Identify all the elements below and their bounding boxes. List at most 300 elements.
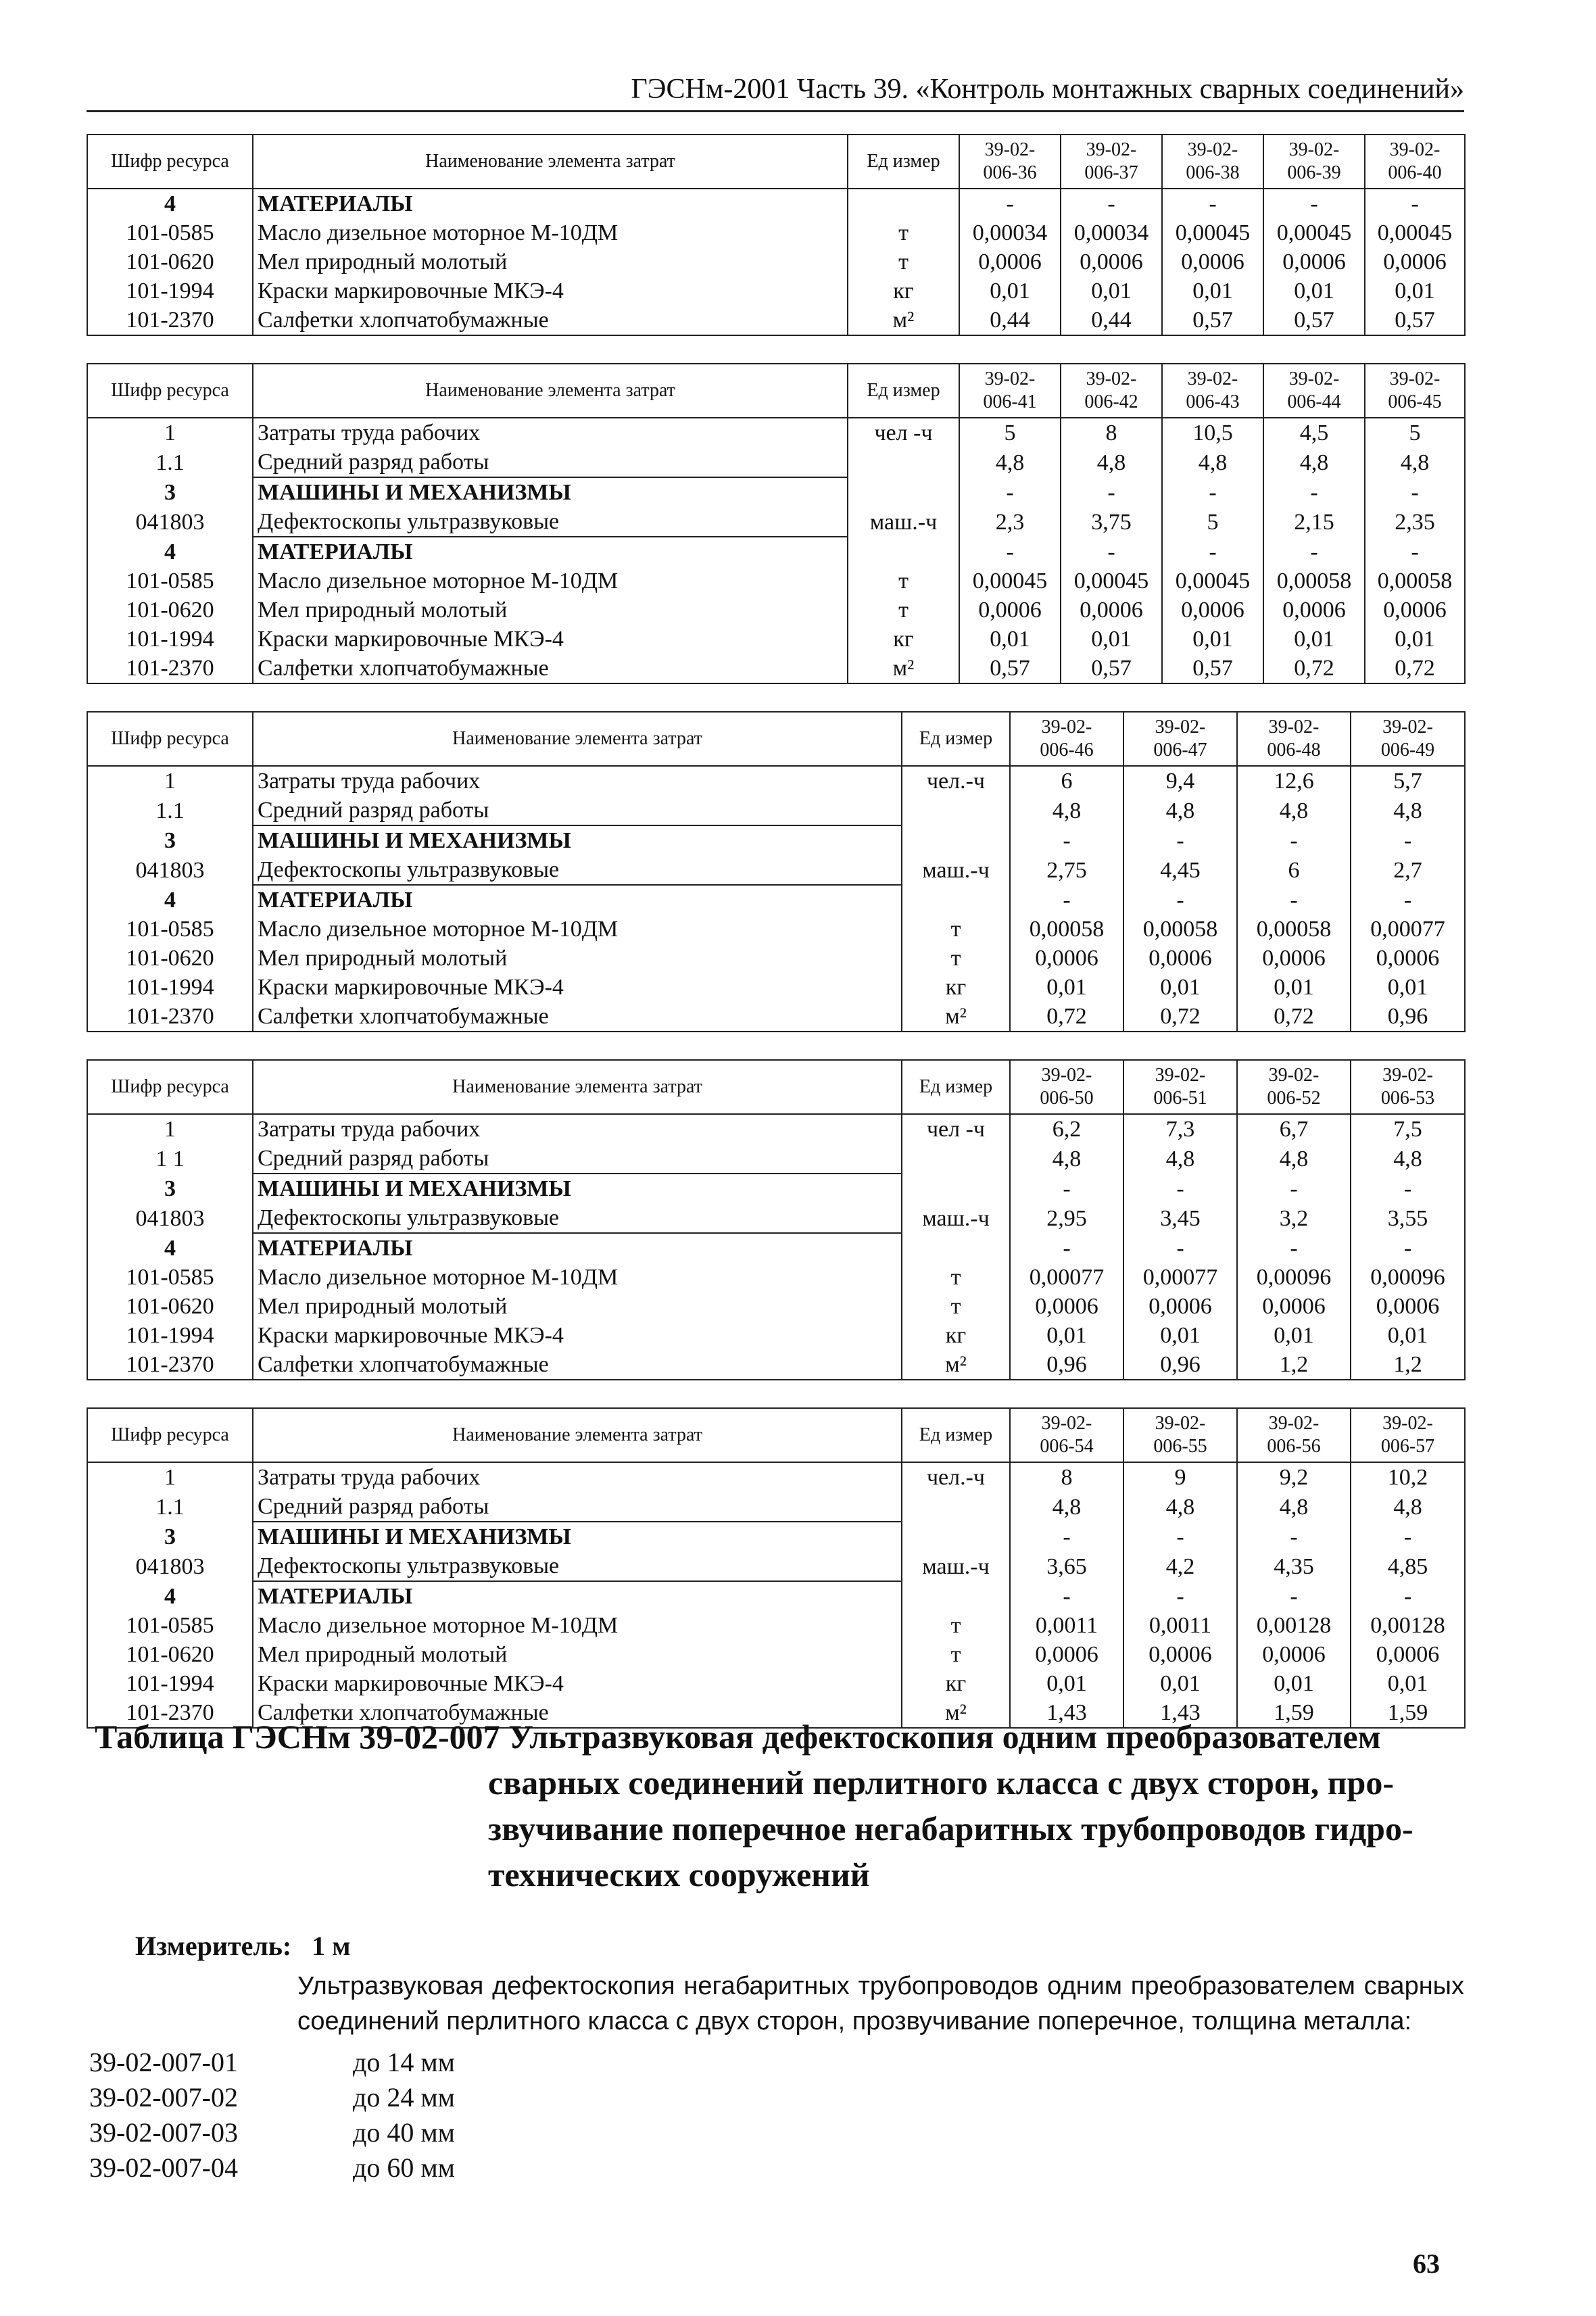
cell-value: 0,01 [1123, 1321, 1237, 1350]
norm-code-part2: 006-56 [1267, 1436, 1321, 1457]
header-unit: Ед измер [848, 364, 959, 418]
norm-code-part1: 39-02- [1268, 1413, 1320, 1434]
cell-value: 0,72 [1010, 1002, 1123, 1032]
cell-value: 3,45 [1123, 1203, 1237, 1233]
header-code: Шифр ресурса [87, 1060, 253, 1114]
norm-code-part1: 39-02- [1155, 1065, 1206, 1086]
cell-value: 0,0006 [1365, 247, 1465, 276]
norm-code-part2: 006-48 [1267, 740, 1321, 761]
cell-value: 2,7 [1351, 855, 1465, 885]
cell-code: 101-2370 [87, 1698, 253, 1728]
norm-code-part1: 39-02- [1382, 1065, 1433, 1086]
measurer [135, 1930, 350, 1962]
table-row [87, 1462, 1465, 1492]
header-unit: Ед измер [902, 1408, 1010, 1462]
norm-code-part2: 006-41 [983, 391, 1037, 412]
cell-value: 4,8 [1123, 796, 1237, 825]
header-norm-code [1010, 1060, 1123, 1114]
cell-code: 4 [87, 1233, 253, 1263]
cell-code: 4 [87, 885, 253, 915]
header-norm-code [1010, 712, 1123, 766]
cell-name: Краски маркировочные МКЭ-4 [253, 1321, 902, 1350]
cell-value: 0,96 [1351, 1002, 1465, 1032]
cell-unit: маш.-ч [848, 507, 959, 537]
cell-name: Масло дизельное моторное М-10ДМ [253, 566, 848, 596]
cell-value: 0,57 [1365, 306, 1465, 335]
cell-code: 101-2370 [87, 654, 253, 683]
cell-value: - [1263, 537, 1365, 566]
cell-name: Средний разряд работы [253, 1492, 902, 1522]
table-row [87, 507, 1465, 537]
table-row [87, 306, 1465, 335]
table-row [87, 247, 1465, 276]
cell-value: 0,00058 [1237, 915, 1351, 944]
cell-unit [848, 477, 959, 507]
cell-value: - [1351, 825, 1465, 855]
cell-value: 0,01 [1162, 625, 1263, 654]
cell-unit: маш.-ч [902, 855, 1010, 885]
resource-table [87, 1059, 1466, 1380]
table-row [87, 766, 1465, 796]
cell-value: 0,00077 [1351, 915, 1465, 944]
norm-code-part1: 39-02- [1155, 1413, 1206, 1434]
cell-value: 0,57 [1061, 654, 1162, 683]
cell-name: Салфетки хлопчатобумажные [253, 1698, 902, 1728]
header-norm-code [1123, 1060, 1237, 1114]
cell-name: Мел природный молотый [253, 944, 902, 973]
norm-code-part2: 006-43 [1186, 391, 1240, 412]
table-row [87, 1292, 1465, 1321]
cell-unit: т [902, 915, 1010, 944]
cell-value: - [1162, 537, 1263, 566]
cell-unit [902, 1233, 1010, 1263]
cell-value: 6,7 [1237, 1114, 1351, 1144]
cell-value: 0,00058 [1010, 915, 1123, 944]
norm-code-part2: 006-47 [1153, 740, 1207, 761]
cell-code: 4 [87, 189, 253, 218]
cell-value: 3,55 [1351, 1203, 1465, 1233]
cell-value: 0,0006 [1351, 1640, 1465, 1669]
cell-unit [848, 189, 959, 218]
cell-value: 4,35 [1237, 1551, 1351, 1581]
cell-value: 0,72 [1237, 1002, 1351, 1032]
cell-value: 8 [1010, 1462, 1123, 1492]
cell-name: Мел природный молотый [253, 596, 848, 625]
cell-value: 4,8 [1351, 796, 1465, 825]
table-row [87, 855, 1465, 885]
cell-value: 5 [1365, 418, 1465, 448]
cell-value: 12,6 [1237, 766, 1351, 796]
cell-value: 0,00077 [1010, 1263, 1123, 1292]
norm-code-part2: 006-53 [1380, 1088, 1435, 1109]
cell-value: 3,2 [1237, 1203, 1351, 1233]
cell-value: 9 [1123, 1462, 1237, 1492]
cell-value: 2,95 [1010, 1203, 1123, 1233]
cell-value: 0,0006 [1351, 1292, 1465, 1321]
cell-unit: маш.-ч [902, 1551, 1010, 1581]
table-title-line3: звучивание поперечное негабаритных трубопроводов гидро- [488, 1810, 1413, 1848]
cell-unit: т [902, 1263, 1010, 1292]
cell-value: 0,0006 [959, 596, 1061, 625]
cell-value: 0,44 [1061, 306, 1162, 335]
cell-name: Средний разряд работы [253, 796, 902, 825]
table-row [87, 1640, 1465, 1669]
cell-value: 0,00045 [959, 566, 1061, 596]
variant-text: до 24 мм [353, 2082, 455, 2113]
norm-code-part2: 006-49 [1380, 740, 1435, 761]
cell-name: МАТЕРИАЛЫ [253, 189, 848, 218]
cell-value: 0,01 [1351, 973, 1465, 1002]
cell-value: 0,0006 [1061, 596, 1162, 625]
cell-unit: кг [902, 973, 1010, 1002]
cell-name: Краски маркировочные МКЭ-4 [253, 625, 848, 654]
cell-value: - [1365, 189, 1465, 218]
cell-unit: м² [902, 1350, 1010, 1380]
cell-value: - [1263, 477, 1365, 507]
cell-value: 2,3 [959, 507, 1061, 537]
variant-text: до 14 мм [353, 2047, 455, 2077]
cell-value: 0,00045 [1162, 218, 1263, 247]
cell-value: 0,01 [959, 276, 1061, 306]
cell-value: - [959, 189, 1061, 218]
cell-name: МАТЕРИАЛЫ [253, 537, 848, 566]
cell-unit: т [902, 944, 1010, 973]
cell-value: 1,2 [1351, 1350, 1465, 1380]
cell-name: Краски маркировочные МКЭ-4 [253, 973, 902, 1002]
cell-code: 041803 [87, 855, 253, 885]
cell-code: 101-0585 [87, 1611, 253, 1640]
cell-value: - [1237, 825, 1351, 855]
table-title-line4: технических сооружений [488, 1856, 870, 1893]
cell-value: 0,0006 [1237, 944, 1351, 973]
norm-code-part1: 39-02- [1288, 139, 1340, 160]
norm-code-part1: 39-02- [1041, 717, 1092, 738]
cell-value: 2,75 [1010, 855, 1123, 885]
cell-value: 0,0006 [1010, 1292, 1123, 1321]
cell-name: Краски маркировочные МКЭ-4 [253, 276, 848, 306]
cell-value: - [1010, 825, 1123, 855]
table-row [87, 796, 1465, 825]
norm-code-part1: 39-02- [1187, 139, 1238, 160]
cell-value: - [1351, 1581, 1465, 1611]
cell-name: Масло дизельное моторное М-10ДМ [253, 1263, 902, 1292]
cell-value: 0,00034 [1061, 218, 1162, 247]
header-code: Шифр ресурса [87, 1408, 253, 1462]
cell-value: - [1351, 1233, 1465, 1263]
cell-unit: кг [848, 625, 959, 654]
cell-value: - [1123, 1174, 1237, 1203]
cell-value: 4,8 [1365, 448, 1465, 477]
cell-value: 4,8 [1010, 796, 1123, 825]
cell-value: - [1351, 885, 1465, 915]
work-description [297, 1969, 1464, 2039]
header-norm-code [1351, 712, 1465, 766]
cell-code: 1 [87, 1114, 253, 1144]
table-row [87, 1669, 1465, 1698]
cell-value: 0,0006 [1162, 247, 1263, 276]
cell-name: Средний разряд работы [253, 448, 848, 477]
cell-value: 0,0006 [959, 247, 1061, 276]
cell-value: - [1351, 1174, 1465, 1203]
header-code: Шифр ресурса [87, 135, 253, 189]
resource-table [87, 711, 1466, 1032]
variant-item [89, 2115, 630, 2150]
cell-name: МАТЕРИАЛЫ [253, 885, 902, 915]
cell-name: Дефектоскопы ультразвуковые [253, 507, 848, 537]
table-row [87, 1002, 1465, 1032]
cell-value: 0,72 [1365, 654, 1465, 683]
cell-value: 0,01 [1237, 1669, 1351, 1698]
cell-unit: маш.-ч [902, 1203, 1010, 1233]
header-name: Наименование элемента затрат [253, 135, 848, 189]
cell-value: - [1010, 1581, 1123, 1611]
cell-name: Масло дизельное моторное М-10ДМ [253, 218, 848, 247]
cell-value: - [1010, 1522, 1123, 1551]
cell-value: 0,00096 [1237, 1263, 1351, 1292]
resource-tables [87, 134, 1464, 1756]
norm-code-part2: 006-55 [1153, 1436, 1207, 1457]
cell-value: - [1162, 477, 1263, 507]
cell-code: 101-0620 [87, 944, 253, 973]
cell-code: 4 [87, 1581, 253, 1611]
cell-value: 0,0006 [1263, 247, 1365, 276]
cell-unit: м² [848, 306, 959, 335]
cell-value: 4,8 [1237, 796, 1351, 825]
cell-value: 0,01 [1123, 973, 1237, 1002]
resource-table [87, 363, 1466, 684]
cell-value: - [1237, 1233, 1351, 1263]
norm-code-part1: 39-02- [1155, 717, 1206, 738]
norm-code-part1: 39-02- [1187, 368, 1238, 389]
cell-name: Мел природный молотый [253, 1292, 902, 1321]
table-title-line2: сварных соединений перлитного класса с двух сторон, про- [488, 1764, 1394, 1802]
cell-value: 4,8 [1351, 1492, 1465, 1522]
cell-value: 4,8 [1123, 1492, 1237, 1522]
table-row [87, 448, 1465, 477]
cell-name: Затраты труда рабочих [253, 1114, 902, 1144]
norm-code-part1: 39-02- [1382, 717, 1433, 738]
cell-value: 0,0006 [1237, 1640, 1351, 1669]
cell-code: 101-1994 [87, 1321, 253, 1350]
cell-name: Салфетки хлопчатобумажные [253, 654, 848, 683]
header-name: Наименование элемента затрат [253, 712, 902, 766]
cell-value: 5,7 [1351, 766, 1465, 796]
table-row [87, 1114, 1465, 1144]
cell-value: 0,00045 [1263, 218, 1365, 247]
cell-value: 0,00128 [1237, 1611, 1351, 1640]
running-header: ГЭСНм-2001 Часть 39. «Контроль монтажных сварных соединений» [631, 74, 1464, 105]
cell-value: 0,72 [1263, 654, 1365, 683]
cell-value: 0,0006 [1061, 247, 1162, 276]
cell-value: 0,01 [1061, 625, 1162, 654]
cell-value: 0,0006 [1010, 944, 1123, 973]
cell-name: Мел природный молотый [253, 247, 848, 276]
norm-code-part1: 39-02- [1041, 1065, 1092, 1086]
cell-code: 101-0620 [87, 1640, 253, 1669]
header-name: Наименование элемента затрат [253, 364, 848, 418]
cell-value: 0,57 [1162, 306, 1263, 335]
cell-name: МАТЕРИАЛЫ [253, 1581, 902, 1611]
cell-value: 0,00034 [959, 218, 1061, 247]
cell-unit [902, 796, 1010, 825]
table-row [87, 1350, 1465, 1380]
table-row [87, 537, 1465, 566]
table-row [87, 1321, 1465, 1350]
resource-table [87, 134, 1466, 336]
cell-code: 041803 [87, 1551, 253, 1581]
cell-value: 0,01 [1365, 625, 1465, 654]
variant-text: до 60 мм [353, 2152, 455, 2183]
header-norm-code [959, 135, 1061, 189]
header-norm-code [1237, 1408, 1351, 1462]
header-norm-code [1365, 135, 1465, 189]
norm-code-part2: 006-51 [1153, 1088, 1207, 1109]
norm-code-part2: 006-36 [983, 162, 1037, 183]
header-name: Наименование элемента затрат [253, 1060, 902, 1114]
cell-value: 4,5 [1263, 418, 1365, 448]
cell-value: 4,8 [1061, 448, 1162, 477]
variant-item [89, 2080, 630, 2115]
cell-value: - [1263, 189, 1365, 218]
cell-code: 101-0585 [87, 566, 253, 596]
cell-value: 0,96 [1123, 1350, 1237, 1380]
cell-name: Дефектоскопы ультразвуковые [253, 1203, 902, 1233]
header-norm-code [1162, 135, 1263, 189]
cell-value: - [1351, 1522, 1465, 1551]
measurer-unit: 1 м [312, 1931, 351, 1961]
table-row [87, 596, 1465, 625]
cell-value: 1,43 [1010, 1698, 1123, 1728]
cell-value: 0,00128 [1351, 1611, 1465, 1640]
cell-value: - [1061, 189, 1162, 218]
norm-code-part1: 39-02- [1389, 368, 1441, 389]
cell-value: 0,01 [1263, 625, 1365, 654]
cell-code: 1 1 [87, 1144, 253, 1174]
cell-value: 0,0006 [1237, 1292, 1351, 1321]
cell-code: 101-1994 [87, 276, 253, 306]
cell-code: 101-0620 [87, 247, 253, 276]
norm-code-part2: 006-40 [1388, 162, 1442, 183]
cell-code: 1.1 [87, 448, 253, 477]
header-norm-code [1237, 712, 1351, 766]
cell-value: 4,8 [1263, 448, 1365, 477]
cell-unit [902, 885, 1010, 915]
cell-value: - [1365, 537, 1465, 566]
cell-unit: чел.-ч [902, 766, 1010, 796]
cell-value: 8 [1061, 418, 1162, 448]
cell-value: 0,01 [1237, 1321, 1351, 1350]
cell-name: Затраты труда рабочих [253, 766, 902, 796]
header-norm-code [1123, 712, 1237, 766]
table-row [87, 654, 1465, 683]
cell-code: 101-0585 [87, 915, 253, 944]
norm-code-part1: 39-02- [1288, 368, 1340, 389]
table-row [87, 944, 1465, 973]
cell-value: 4,8 [1123, 1144, 1237, 1174]
cell-unit [902, 1174, 1010, 1203]
cell-value: 10,2 [1351, 1462, 1465, 1492]
norm-code-part2: 006-57 [1380, 1436, 1435, 1457]
norm-code-part1: 39-02- [1382, 1413, 1433, 1434]
norm-code-part1: 39-02- [984, 368, 1036, 389]
cell-unit: кг [848, 276, 959, 306]
cell-name: Мел природный молотый [253, 1640, 902, 1669]
cell-value: 1,2 [1237, 1350, 1351, 1380]
cell-code: 101-2370 [87, 1002, 253, 1032]
cell-value: 0,00077 [1123, 1263, 1237, 1292]
cell-unit: чел.-ч [902, 1462, 1010, 1492]
cell-unit: т [848, 596, 959, 625]
header-norm-code [1263, 135, 1365, 189]
cell-code: 1.1 [87, 1492, 253, 1522]
table-row [87, 1144, 1465, 1174]
cell-name: Затраты труда рабочих [253, 1462, 902, 1492]
cell-unit [848, 537, 959, 566]
norm-code-part2: 006-54 [1040, 1436, 1094, 1457]
cell-value: 9,4 [1123, 766, 1237, 796]
cell-value: - [1162, 189, 1263, 218]
cell-value: 3,65 [1010, 1551, 1123, 1581]
cell-value: - [1123, 1233, 1237, 1263]
cell-value: 0,01 [1365, 276, 1465, 306]
cell-value: 0,00045 [1061, 566, 1162, 596]
cell-value: 0,0006 [1263, 596, 1365, 625]
cell-unit [902, 1144, 1010, 1174]
header-code: Шифр ресурса [87, 364, 253, 418]
table-row [87, 566, 1465, 596]
cell-unit: т [848, 566, 959, 596]
header-norm-code [1351, 1408, 1465, 1462]
table-row [87, 1203, 1465, 1233]
cell-value: 0,01 [1010, 1669, 1123, 1698]
cell-name: Масло дизельное моторное М-10ДМ [253, 915, 902, 944]
cell-value: 0,96 [1010, 1350, 1123, 1380]
cell-code: 101-1994 [87, 973, 253, 1002]
cell-value: - [1123, 825, 1237, 855]
cell-code: 041803 [87, 1203, 253, 1233]
cell-name: Салфетки хлопчатобумажные [253, 1350, 902, 1380]
header-norm-code [1162, 364, 1263, 418]
cell-name: МАШИНЫ И МЕХАНИЗМЫ [253, 1174, 902, 1203]
cell-value: 0,01 [1263, 276, 1365, 306]
cell-value: 0,0006 [1123, 1292, 1237, 1321]
table-row [87, 1581, 1465, 1611]
cell-value: 0,00045 [1365, 218, 1465, 247]
norm-code-part1: 39-02- [1389, 139, 1441, 160]
cell-code: 1 [87, 418, 253, 448]
cell-value: 10,5 [1162, 418, 1263, 448]
cell-value: 4,8 [959, 448, 1061, 477]
cell-value: 4,8 [1237, 1492, 1351, 1522]
cell-name: Средний разряд работы [253, 1144, 902, 1174]
cell-code: 101-0585 [87, 218, 253, 247]
cell-value: - [1123, 1581, 1237, 1611]
cell-code: 4 [87, 537, 253, 566]
norm-code-part2: 006-46 [1040, 740, 1094, 761]
cell-value: - [1010, 1233, 1123, 1263]
cell-name: Затраты труда рабочих [253, 418, 848, 448]
table-row [87, 885, 1465, 915]
cell-value: - [1061, 537, 1162, 566]
cell-name: Салфетки хлопчатобумажные [253, 1002, 902, 1032]
norm-code-part2: 006-45 [1388, 391, 1442, 412]
cell-value: 0,01 [1123, 1669, 1237, 1698]
cell-name: МАТЕРИАЛЫ [253, 1233, 902, 1263]
header-norm-code [1061, 364, 1162, 418]
cell-value: 0,0006 [1010, 1640, 1123, 1669]
cell-value: 0,00058 [1263, 566, 1365, 596]
cell-value: 2,15 [1263, 507, 1365, 537]
